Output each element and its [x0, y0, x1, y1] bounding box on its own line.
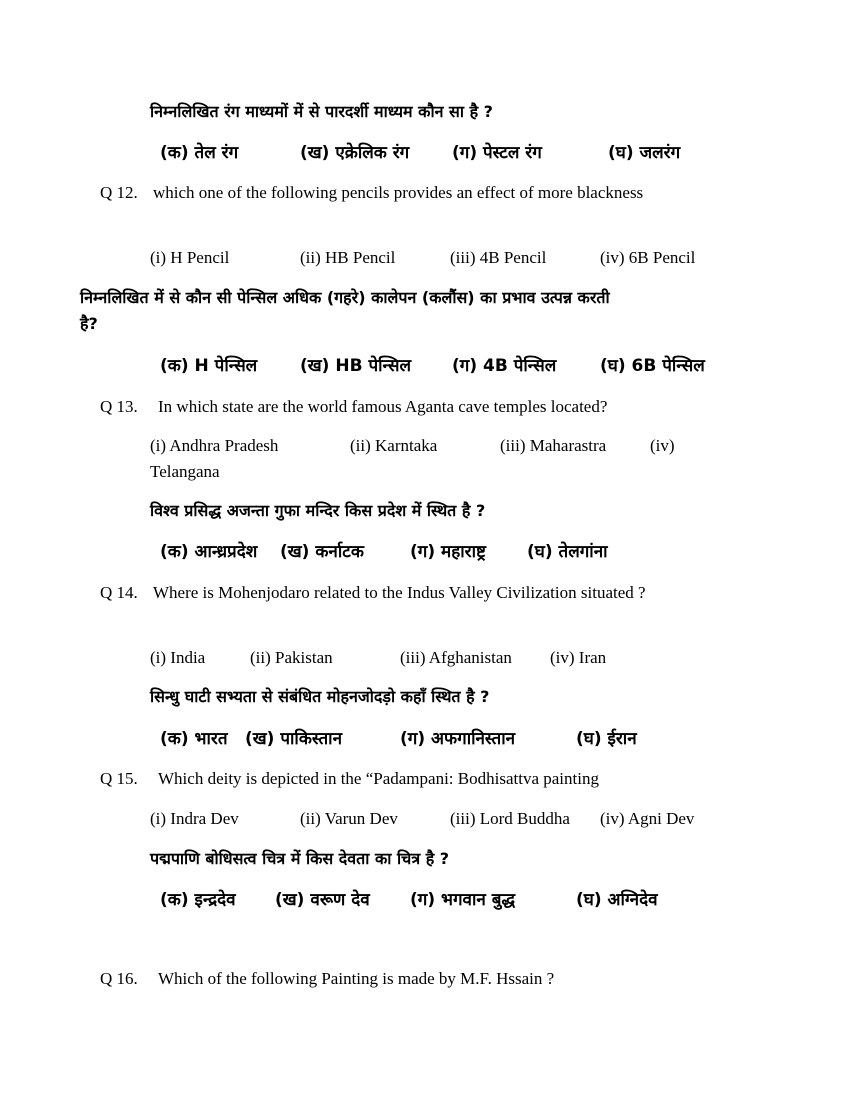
q15-hindi-option-b: (ख) वरूण देव — [275, 890, 370, 910]
q13-option-iv: (iv) — [650, 436, 675, 455]
q14-hindi-question: सिन्धु घाटी सभ्यता से संबंधित मोहनजोदड़ो कहाँ स्थित है ? — [150, 687, 490, 706]
q12-hindi-question-line1: निम्नलिखित में से कौन सी पेन्सिल अधिक (गहरे) कालेपन (कलौंस) का प्रभाव उत्पन्न करती — [80, 288, 610, 307]
q12-option-ii: (ii) HB Pencil — [300, 248, 396, 267]
q15-number: Q 15. — [100, 769, 138, 788]
q15-question: Which deity is depicted in the “Padampani: Bodhisattva painting — [158, 769, 599, 788]
q12-hindi-option-b: (ख) HB पेन्सिल — [300, 356, 412, 376]
q15-option-iii: (iii) Lord Buddha — [450, 809, 570, 828]
q11-hindi-option-c: (ग) पेस्टल रंग — [452, 143, 542, 163]
q14-hindi-option-a: (क) भारत — [160, 729, 228, 749]
q12-option-i: (i) H Pencil — [150, 248, 230, 267]
q14-question: Where is Mohenjodaro related to the Indus Valley Civilization situated ? — [153, 583, 646, 602]
q14-option-i: (i) India — [150, 648, 206, 667]
q13-hindi-question: विश्व प्रसिद्ध अजन्ता गुफा मन्दिर किस प्रदेश में स्थित है ? — [150, 501, 486, 520]
q14-number: Q 14. — [100, 583, 138, 602]
q12-hindi-question-line2: है? — [80, 314, 98, 333]
q15-hindi-question: पद्मपाणि बोधिसत्व चित्र में किस देवता का चित्र है ? — [150, 849, 450, 868]
q11-hindi-option-d: (घ) जलरंग — [608, 143, 681, 163]
q13-option-iv-text: Telangana — [150, 462, 220, 481]
q14-option-ii: (ii) Pakistan — [250, 648, 333, 667]
q13-option-iii: (iii) Maharastra — [500, 436, 607, 455]
q15-hindi-option-a: (क) इन्द्रदेव — [160, 890, 236, 910]
q12-option-iv: (iv) 6B Pencil — [600, 248, 696, 267]
q12-hindi-option-d: (घ) 6B पेन्सिल — [600, 356, 705, 376]
q13-hindi-option-a: (क) आन्ध्रप्रदेश — [160, 542, 258, 562]
q14-hindi-option-d: (घ) ईरान — [576, 729, 637, 749]
q16-number: Q 16. — [100, 969, 138, 988]
q15-hindi-option-c: (ग) भगवान बुद्ध — [410, 890, 516, 910]
q16-question: Which of the following Painting is made by M.F. Hssain ? — [158, 969, 555, 988]
q15-option-i: (i) Indra Dev — [150, 809, 239, 828]
q12-hindi-option-a: (क) H पेन्सिल — [160, 356, 258, 376]
q11-hindi-option-a: (क) तेल रंग — [160, 143, 239, 163]
q13-number: Q 13. — [100, 397, 138, 416]
q12-hindi-option-c: (ग) 4B पेन्सिल — [452, 356, 557, 376]
q11-hindi-question: निम्नलिखित रंग माध्यमों में से पारदर्शी माध्यम कौन सा है ? — [150, 102, 493, 121]
q15-hindi-option-d: (घ) अग्निदेव — [576, 890, 658, 910]
q13-option-ii: (ii) Karntaka — [350, 436, 438, 455]
q14-hindi-option-c: (ग) अफगानिस्तान — [400, 729, 516, 749]
q13-option-i: (i) Andhra Pradesh — [150, 436, 279, 455]
q14-option-iv: (iv) Iran — [550, 648, 607, 667]
q12-option-iii: (iii) 4B Pencil — [450, 248, 547, 267]
q15-option-iv: (iv) Agni Dev — [600, 809, 695, 828]
q12-question: which one of the following pencils provides an effect of more blackness — [153, 183, 644, 202]
q11-hindi-option-b: (ख) एक्रेलिक रंग — [300, 143, 410, 163]
q14-hindi-option-b: (ख) पाकिस्तान — [245, 729, 343, 749]
q15-option-ii: (ii) Varun Dev — [300, 809, 398, 828]
q13-hindi-option-d: (घ) तेलगांना — [527, 542, 608, 562]
q13-hindi-option-c: (ग) महाराष्ट्र — [410, 542, 486, 562]
q13-hindi-option-b: (ख) कर्नाटक — [280, 542, 364, 562]
q12-number: Q 12. — [100, 183, 138, 202]
q13-question: In which state are the world famous Aganta cave temples located? — [158, 397, 608, 416]
q14-option-iii: (iii) Afghanistan — [400, 648, 512, 667]
